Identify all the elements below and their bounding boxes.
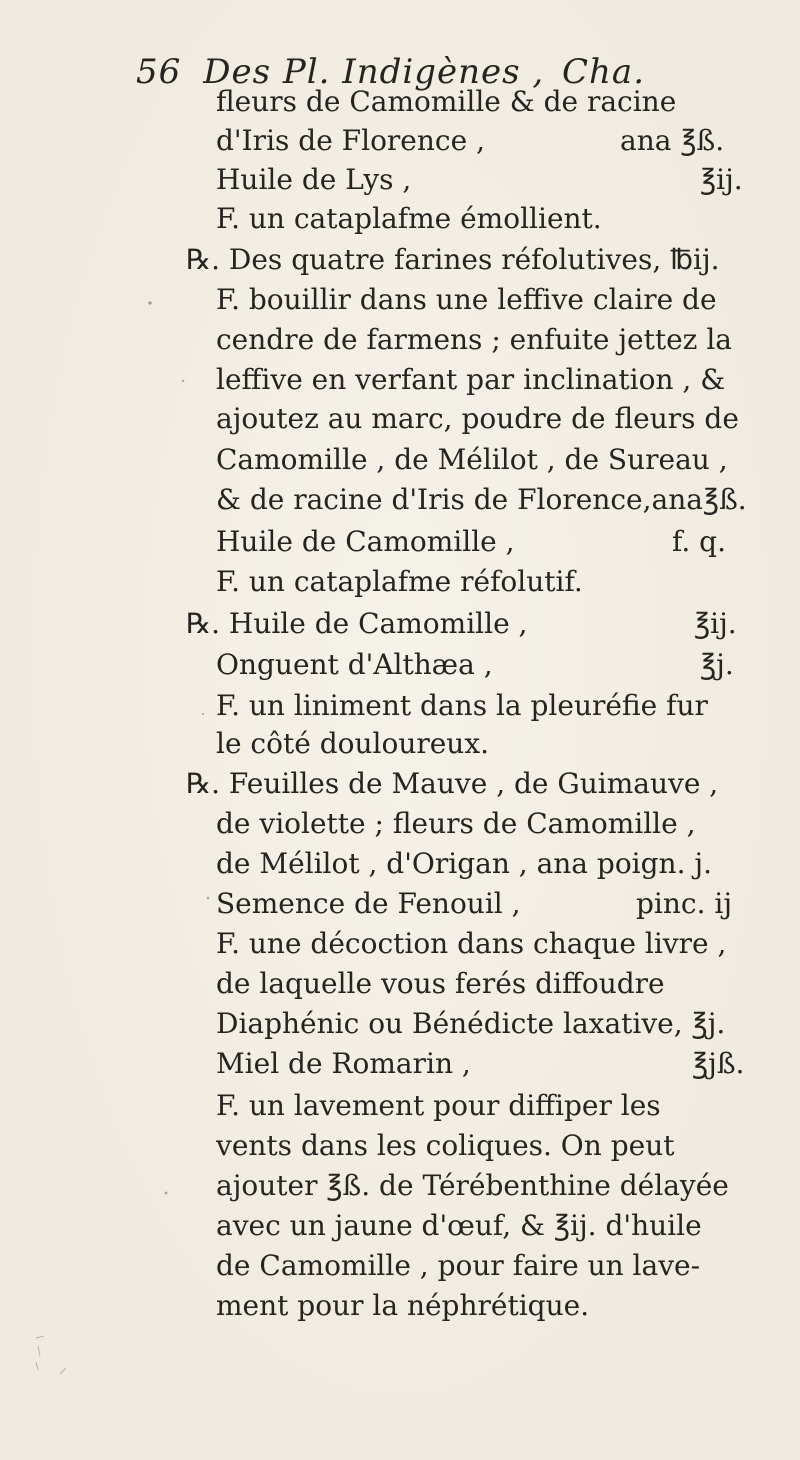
header-title: Des Pl. Indigènes , — [203, 52, 545, 92]
text-line-27: vents dans les coliques. On peut — [216, 1129, 675, 1162]
text-line-9: ajoutez au marc, poudre de fleurs de — [216, 402, 739, 435]
text-line-11: & de racine d'Iris de Florence,ana℥ß. — [216, 483, 747, 516]
recipe-line-18: ℞. Feuilles de Mauve , de Guimauve , — [186, 767, 719, 800]
text-line-15: Onguent d'Althæa , — [216, 648, 493, 681]
text-line-8: leffive en verfant par inclination , & — [216, 363, 726, 396]
text-line-21: Semence de Fenouil , — [216, 887, 521, 920]
text-line-2: d'Iris de Florence , — [216, 124, 485, 157]
text-line-26: F. un lavement pour diffiper les — [216, 1089, 661, 1122]
text-line-17: le côté douloureux. — [216, 727, 490, 760]
text-line-31: ment pour la néphrétique. — [216, 1289, 590, 1322]
text-line-19: de violette ; fleurs de Camomille , — [216, 807, 696, 840]
text-line-22: F. une décoction dans chaque livre , — [216, 927, 727, 960]
dose-line-25: ℥jß. — [692, 1047, 745, 1080]
dose-line-2: ana ℥ß. — [620, 124, 725, 157]
dose-line-3: ℥ij. — [700, 163, 743, 196]
text-line-16: F. un liniment dans la pleuréfie fur — [216, 689, 708, 722]
text-line-3: Huile de Lys , — [216, 163, 412, 196]
text-line-10: Camomille , de Mélilot , de Sureau , — [216, 443, 728, 476]
text-line-23: de laquelle vous ferés diffoudre — [216, 967, 665, 1000]
dose-line-12: f. q. — [672, 525, 726, 558]
text-line-28: ajouter ℥ß. de Térébenthine délayée — [216, 1169, 729, 1202]
recipe-line-14: ℞. Huile de Camomille , — [186, 607, 528, 640]
text-line-30: de Camomille , pour faire un lave- — [216, 1249, 701, 1282]
text-line-29: avec un jaune d'œuf, & ℥ij. d'huile — [216, 1209, 702, 1242]
text-line-4: F. un cataplafme émollient. — [216, 202, 602, 235]
text-line-1: fleurs de Camomille & de racine — [216, 85, 677, 118]
dose-line-15: ℥j. — [700, 648, 734, 681]
dose-line-14: ℥ij. — [694, 607, 737, 640]
text-line-20: de Mélilot , d'Origan , ana poign. j. — [216, 847, 712, 880]
text-line-7: cendre de farmens ; enfuite jettez la — [216, 323, 732, 356]
header-chapter: Cha. — [562, 52, 646, 92]
text-line-6: F. bouillir dans une leffive claire de — [216, 283, 717, 316]
text-line-13: F. un cataplafme réfolutif. — [216, 565, 583, 598]
text-line-25: Miel de Romarin , — [216, 1047, 471, 1080]
dose-line-21: pinc. ij — [636, 887, 733, 920]
page-number: 56 — [136, 52, 182, 92]
text-line-24: Diaphénic ou Bénédicte laxative, ℥j. — [216, 1007, 726, 1040]
text-line-12: Huile de Camomille , — [216, 525, 515, 558]
recipe-line-5: ℞. Des quatre farines réfolutives, ℔ij. — [186, 243, 720, 276]
